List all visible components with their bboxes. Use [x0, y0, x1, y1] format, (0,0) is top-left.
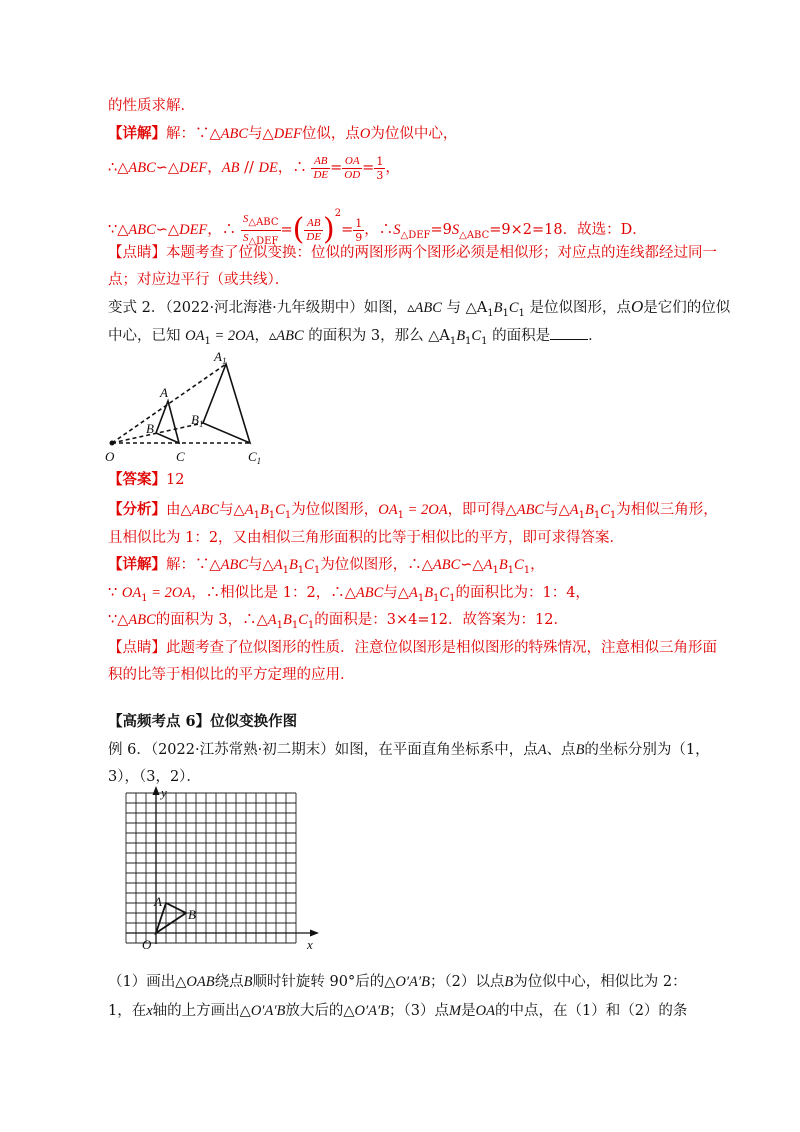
label-c1: $C_1$	[248, 449, 262, 466]
label-b1: $B_1$	[191, 412, 204, 429]
label-o: O	[105, 449, 115, 464]
comment2-line-2: 积的比等于相似比的平方定理的应用．	[108, 667, 355, 683]
coordinate-grid-figure	[118, 786, 328, 958]
label-b: B	[146, 421, 154, 436]
variant-2-line-2: 中心，已知 $OA_1 = 2OA$，▵ABC 的面积为 3，那么 $\triangle A_1B_1C_1$ 的面积是 ．	[108, 325, 603, 352]
label-y: y	[161, 786, 167, 800]
fraction-ab-de-2: $\frac{AB}{DE}$	[306, 216, 322, 243]
label-c: C	[176, 449, 185, 464]
detail-line-3: ∵△ABC∽△DEF，∴ $\frac{S_{\triangle ABC}}{S_{\triangle DEF}}$ =( $\frac{AB}{DE}$ )$^2$= $\frac{1}{9}$ ，$\therefore S_{\triangle DEF}=9S_{\triangle ABC}=9\times 2=18$．故选：D．	[108, 208, 647, 247]
answer-line: 【答案】12	[108, 471, 185, 488]
label-origin: O	[142, 937, 152, 952]
variant-2-line-1: 变式 2．（2022·河北海港·九年级期中）如图，▵ABC 与 $\triangle A_1B_1C_1$ 是位似图形，点O是它们的位似	[108, 297, 731, 319]
analysis-line-2: 且相似比为 1：2，又由相似三角形面积的比等于相似比的平方，即可求得答案．	[108, 530, 625, 546]
answer-blank[interactable]	[550, 325, 588, 340]
fraction-ab-de: $\frac{AB}{DE}$	[313, 154, 329, 181]
label-point-a: A	[154, 894, 162, 909]
detail-line-2: ∴△ABC∽△DEF，AB // DE，∴ $\frac{AB}{DE}$ = $\frac{OA}{OD}$ = $\frac{1}{3}$ ，	[108, 154, 400, 182]
example-6-line-2: 3），（3，2）．	[108, 769, 201, 785]
label-x: x	[307, 937, 313, 952]
question-line-1: （1）画出△OAB绕点B顺时针旋转 90°后的△O′A′B；（2）以点B为位似中心，相似比为 2：	[108, 974, 687, 990]
example-6-line-1: 例 6．（2022·江苏常熟·初二期末）如图，在平面直角坐标系中，点A、点B的坐标分别为（1，	[108, 742, 710, 758]
comment-line-1: 【点睛】本题考查了位似变换：位似的两图形两个图形必须是相似形；对应点的连线都经过同一	[108, 245, 717, 261]
homothety-figure	[100, 348, 280, 470]
x-axis-arrow	[310, 930, 319, 937]
analysis-line-1: 【分析】由△ABC与$\triangle A_1B_1C_1$为位似图形，$OA_1 = 2OA$，即可得△ABC与$\triangle A_1B_1C_1$为相似三角形，	[108, 501, 718, 521]
label-a1: $A_1$	[214, 349, 227, 366]
detail-line-1: 【详解】解：∵△ABC与△DEF位似，点O为位似中心，	[108, 125, 458, 142]
line-1: 的性质求解．	[108, 98, 195, 114]
detail2-line-1: 【详解】解：∵△ABC与$\triangle A_1B_1C_1$为位似图形，$\therefore\triangle ABC∽\triangle A_1B_1C_1$，	[108, 556, 545, 576]
y-axis-arrow	[153, 786, 160, 795]
label-point-b: B	[188, 907, 196, 922]
label-a: A	[160, 385, 168, 400]
fraction-one-ninth: $\frac{1}{9}$	[355, 216, 363, 244]
fraction-oa-od: $\frac{OA}{OD}$	[344, 154, 361, 181]
fraction-one-third: $\frac{1}{3}$	[376, 154, 384, 182]
detail2-line-3: ∵△ABC的面积为 3，$\therefore\triangle A_1B_1C_1$的面积是：3×4=12．故答案为：12．	[108, 612, 568, 631]
question-line-2: 1，在x轴的上方画出△O′A′B放大后的△O′A′B；（3）点M是OA的中点，在（1）和（2）的条	[108, 1003, 688, 1019]
comment2-line-1: 【点睛】此题考查了位似图形的性质．注意位似图形是相似图形的特殊情况，注意相似三角形面	[108, 640, 717, 656]
fraction-area-ratio: $\frac{S_{\triangle ABC}}{S_{\triangle DEF}}$	[242, 213, 279, 247]
comment-line-2: 点；对应边平行（或共线）．	[108, 272, 290, 288]
detail2-line-2: ∵ $OA_1 = 2OA$，∴相似比是 1：2，∴△ABC与$\triangle A_1B_1C_1$的面积比为：1：4，	[108, 585, 590, 604]
section-heading: 【高频考点 6】位似变换作图	[108, 713, 298, 730]
